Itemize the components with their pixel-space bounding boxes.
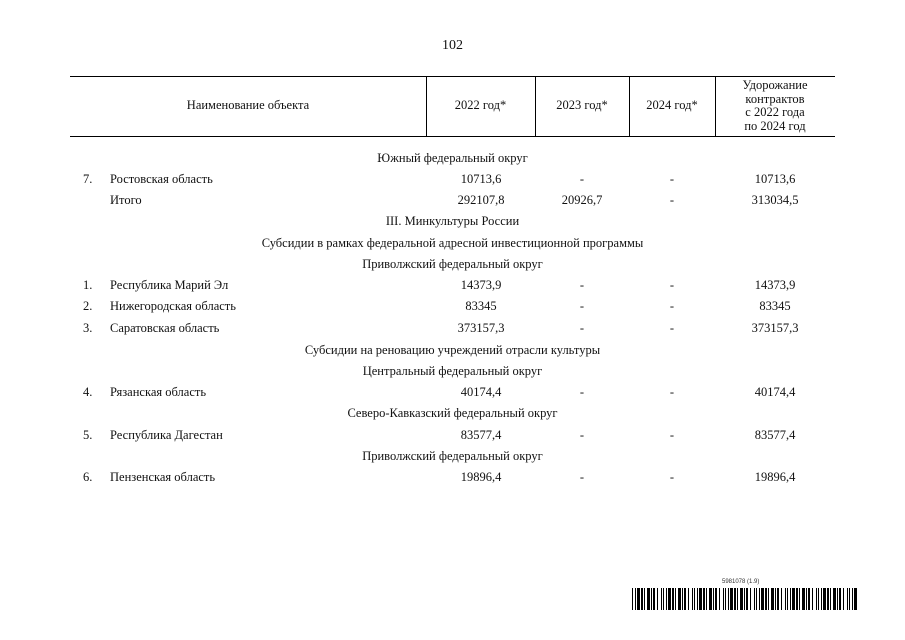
barcode-bar	[839, 588, 841, 610]
barcode-bar	[821, 588, 822, 610]
row-number: 5.	[83, 428, 93, 442]
object-name: Республика Марий Эл	[110, 278, 229, 292]
barcode-bar	[682, 588, 683, 610]
table-row	[70, 275, 835, 296]
row-number: 2.	[83, 299, 93, 313]
barcode-bar	[771, 588, 774, 610]
barcode-bar	[692, 588, 693, 610]
value-2023: -	[579, 299, 585, 313]
barcode-bar	[818, 588, 819, 610]
barcode-bar	[713, 588, 714, 610]
value-2024: -	[669, 299, 675, 313]
table-row	[70, 296, 835, 317]
value-2022: 10713,6	[460, 172, 502, 186]
value-increase: 313034,5	[751, 193, 799, 207]
barcode-bar	[697, 588, 698, 610]
barcode-bar	[781, 588, 782, 610]
row-number: 3.	[83, 321, 93, 335]
barcode-bar	[802, 588, 805, 610]
barcode-bar	[728, 588, 729, 610]
barcode-bar	[785, 588, 786, 610]
value-2023: -	[579, 172, 585, 186]
barcode-bar	[792, 588, 795, 610]
barcode-bar	[812, 588, 813, 610]
value-2022: 373157,3	[457, 321, 505, 335]
object-name: Пензенская область	[110, 470, 216, 484]
object-name: Нижегородская область	[110, 299, 236, 313]
section-heading: Приволжский федеральный округ	[362, 257, 543, 271]
barcode-bar	[750, 588, 751, 610]
barcode-bar	[754, 588, 755, 610]
barcode-bar	[706, 588, 707, 610]
value-increase: 40174,4	[754, 385, 796, 399]
barcode-bar	[808, 588, 810, 610]
barcode-bar	[759, 588, 760, 610]
barcode-bar	[740, 588, 743, 610]
object-name: Республика Дагестан	[110, 428, 223, 442]
object-name: Саратовская область	[110, 321, 220, 335]
header-increase-line: Удорожание	[742, 78, 808, 92]
section-heading: Субсидии в рамках федеральной адресной инвестиционной программы	[261, 236, 644, 250]
barcode-bar	[790, 588, 791, 610]
value-increase: 10713,6	[754, 172, 796, 186]
barcode-bar	[661, 588, 662, 610]
header-increase	[715, 76, 835, 136]
section-heading: Субсидии на реновацию учреждений отрасли культуры	[304, 343, 601, 357]
object-name: Итого	[110, 193, 142, 207]
barcode-bar	[746, 588, 748, 610]
table-row	[70, 318, 835, 339]
barcode-bar	[653, 588, 655, 610]
value-increase: 19896,4	[754, 470, 796, 484]
barcode-bar	[663, 588, 664, 610]
barcode-bar	[678, 588, 681, 610]
value-increase: 83345	[759, 299, 791, 313]
barcode-bar	[723, 588, 724, 610]
row-number: 6.	[83, 470, 93, 484]
barcode-bar	[715, 588, 717, 610]
barcode-bar	[725, 588, 726, 610]
value-increase: 14373,9	[754, 278, 796, 292]
barcode-bar	[823, 588, 826, 610]
barcode-bar	[787, 588, 788, 610]
barcode-bar	[688, 588, 689, 610]
section-heading: Центральный федеральный округ	[362, 364, 543, 378]
barcode-bar	[703, 588, 705, 610]
value-2022: 40174,4	[460, 385, 502, 399]
barcode-bar	[761, 588, 764, 610]
object-name: Ростовская область	[110, 172, 213, 186]
barcode-bar	[730, 588, 733, 610]
header-increase-line: контрактов	[745, 91, 805, 106]
barcode-bar	[699, 588, 702, 610]
value-2022: 14373,9	[460, 278, 502, 292]
table-row	[70, 425, 835, 446]
object-name: Рязанская область	[110, 385, 207, 399]
value-2024: -	[669, 321, 675, 335]
header-increase-line: с 2022 года	[745, 105, 805, 119]
header-2024: 2024 год*	[646, 98, 698, 113]
barcode-bar	[684, 588, 686, 610]
barcode-bar	[765, 588, 767, 610]
value-2023: -	[579, 321, 585, 335]
barcode-bar	[657, 588, 658, 610]
header-2023: 2023 год*	[556, 98, 608, 113]
value-2024: -	[669, 470, 675, 484]
value-2023: -	[579, 278, 585, 292]
barcode-bar	[830, 588, 831, 610]
barcode-bar	[775, 588, 776, 610]
barcode-bar	[641, 588, 643, 610]
barcode-bar	[672, 588, 674, 610]
value-2024: -	[669, 428, 675, 442]
barcode-bar	[843, 588, 844, 610]
table-row	[70, 169, 835, 190]
value-2024: -	[669, 193, 675, 207]
barcode-bar	[806, 588, 807, 610]
barcode-bar	[637, 588, 640, 610]
barcode-bar	[833, 588, 836, 610]
table-row	[70, 467, 835, 488]
value-2022: 19896,4	[460, 470, 502, 484]
barcode-bar	[675, 588, 676, 610]
row-number: 1.	[83, 278, 93, 292]
barcode-bar	[796, 588, 798, 610]
section-heading: Приволжский федеральный округ	[362, 449, 543, 463]
value-increase: 83577,4	[754, 428, 796, 442]
barcode-bar	[756, 588, 757, 610]
barcode-label: 5981078 (1.9)	[722, 579, 760, 585]
table-row	[70, 382, 835, 403]
barcode-bar	[635, 588, 636, 610]
value-2024: -	[669, 278, 675, 292]
table-row-total	[70, 190, 835, 211]
barcode-bar	[777, 588, 779, 610]
barcode-bar	[632, 588, 633, 610]
section-heading: Южный федеральный округ	[377, 151, 528, 165]
header-name: Наименование объекта	[186, 98, 310, 113]
header-2022: 2022 год*	[454, 98, 507, 113]
value-increase: 373157,3	[751, 321, 799, 335]
value-2023: 20926,7	[561, 193, 603, 207]
section-heading: Северо-Кавказский федеральный округ	[347, 406, 558, 420]
row-number: 4.	[83, 385, 93, 399]
barcode-bar	[837, 588, 838, 610]
section-heading: III. Минкультуры России	[385, 214, 520, 228]
value-2023: -	[579, 385, 585, 399]
barcode-bar	[816, 588, 817, 610]
value-2024: -	[669, 385, 675, 399]
barcode-bar	[668, 588, 671, 610]
barcode-bar	[854, 588, 857, 610]
barcode-bar	[847, 588, 848, 610]
value-2022: 83345	[465, 299, 497, 313]
table-header-bottom-border	[70, 136, 835, 137]
barcode-bar	[666, 588, 667, 610]
header-increase-line: по 2024 год	[744, 118, 806, 133]
page-number: 102	[442, 38, 463, 53]
barcode-bar	[651, 588, 652, 610]
barcode-bar	[799, 588, 800, 610]
value-2022: 83577,4	[460, 428, 502, 442]
barcode-bar	[719, 588, 720, 610]
barcode-bar	[734, 588, 736, 610]
value-2024: -	[669, 172, 675, 186]
barcode-bar	[768, 588, 769, 610]
value-2023: -	[579, 428, 585, 442]
barcode-bar	[694, 588, 695, 610]
barcode-bar	[827, 588, 829, 610]
barcode-icon	[632, 588, 858, 610]
barcode-bar	[737, 588, 738, 610]
barcode-bar	[849, 588, 850, 610]
barcode-bar	[647, 588, 650, 610]
barcode-bar	[744, 588, 745, 610]
barcode-bar	[644, 588, 645, 610]
row-number: 7.	[83, 172, 93, 186]
value-2022: 292107,8	[457, 193, 505, 207]
barcode-bar	[709, 588, 712, 610]
barcode-bar	[852, 588, 853, 610]
value-2023: -	[579, 470, 585, 484]
